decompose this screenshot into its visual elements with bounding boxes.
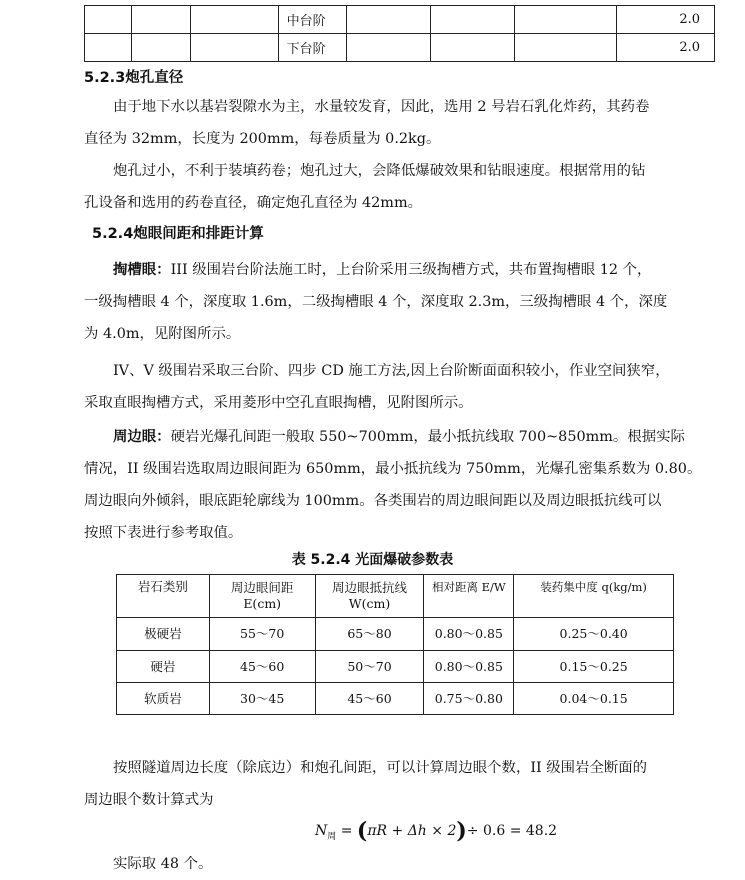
- paragraph-line: 为 4.0m，见附图所示。: [84, 326, 241, 342]
- cell: 0.75～0.80: [424, 683, 514, 715]
- continuation-table: [84, 5, 715, 62]
- cell: 极硬岩: [117, 618, 210, 651]
- paragraph-line: 孔设备和选用的药卷直径，确定炮孔直径为 42mm。: [84, 195, 422, 211]
- table-header-row: [117, 575, 674, 618]
- table-row: [85, 6, 715, 34]
- perimeter-hole-formula: $N_周 = (\pi R + \Delta h \times 2)\div 0.6 = 48.2$: [315, 818, 558, 844]
- paragraph-line: 周边眼向外倾斜，眼底距轮廓线为 100mm。各类围岩的周边眼间距以及周边眼抵抗线可以: [84, 493, 662, 509]
- paragraph-line: 按照隧道周边长度（除底边）和炮孔间距，可以计算周边眼个数，II 级围岩全断面的: [113, 760, 648, 776]
- paragraph-line: 由于地下水以基岩裂隙水为主，水量较发育，因此，选用 2 号岩石乳化炸药，其药卷: [113, 99, 650, 115]
- paragraph-line: 炮孔过小，不利于装填药卷；炮孔过大，会降低爆破效果和钻眼速度。根据常用的钻: [113, 163, 646, 179]
- cut-hole-label: 掏槽眼：: [113, 262, 171, 278]
- cell: 45～60: [315, 683, 424, 715]
- cell: 65～80: [315, 618, 424, 651]
- cell: 30～45: [209, 683, 315, 715]
- table-caption: 表 5.2.4 光面爆破参数表: [291, 552, 454, 568]
- header-spacing: 周边眼间距 E(cm): [209, 575, 315, 618]
- paragraph-line: [84, 254, 714, 286]
- cell: 硬岩: [117, 651, 210, 683]
- header-charge: 装药集中度 q(kg/m): [514, 575, 674, 618]
- cell: 45～60: [209, 651, 315, 683]
- section-heading-524: 5.2.4炮眼间距和排距计算: [92, 226, 264, 242]
- cell: 55～70: [209, 618, 315, 651]
- header-rock-type: 岩石类别: [117, 575, 210, 618]
- paragraph-line: 按照下表进行参考取值。: [84, 525, 243, 541]
- cell: 0.25～0.40: [514, 618, 674, 651]
- smooth-blasting-table: [116, 574, 674, 715]
- paragraph-line: [84, 421, 714, 453]
- header-burden: 周边眼抵抗线 W(cm): [315, 575, 424, 618]
- paragraph-line: IV、V 级围岩采取三台阶、四步 CD 施工方法,因上台阶断面面积较小，作业空间狭窄，: [113, 363, 670, 379]
- row-label: 下台阶: [278, 34, 346, 62]
- table-row: [117, 651, 674, 683]
- table-row: [85, 34, 715, 62]
- paragraph-line: 周边眼个数计算式为: [84, 792, 214, 808]
- peripheral-hole-label: 周边眼：: [113, 429, 171, 445]
- table-row: [117, 618, 674, 651]
- peripheral-hole-text: 硬岩光爆孔间距一般取 550~700mm，最小抵抗线取 700~850mm。根据实际: [170, 429, 685, 445]
- row-label: 中台阶: [278, 6, 346, 34]
- section-heading-523: 5.2.3炮孔直径: [84, 70, 184, 86]
- cell: 0.80～0.85: [424, 618, 514, 651]
- cell: 50～70: [315, 651, 424, 683]
- paragraph-line: 一级掏槽眼 4 个，深度取 1.6m，二级掏槽眼 4 个，深度取 2.3m，三级掏槽眼 4 个，深度: [84, 294, 668, 310]
- cell: 0.80～0.85: [424, 651, 514, 683]
- paragraph-line: 采取直眼掏槽方式，采用菱形中空孔直眼掏槽，见附图所示。: [84, 395, 473, 411]
- row-value: 2.0: [617, 34, 715, 62]
- cell: 0.15～0.25: [514, 651, 674, 683]
- cell: 软质岩: [117, 683, 210, 715]
- table-row: [117, 683, 674, 715]
- paragraph-line: 情况，II 级围岩选取周边眼间距为 650mm，最小抵抗线为 750mm，光爆孔密集系数为 0.80。: [84, 461, 702, 477]
- header-ratio: 相对距离 E/W: [424, 575, 514, 618]
- cut-hole-text: III 级围岩台阶法施工时，上台阶采用三级掏槽方式，共布置掏槽眼 12 个，: [170, 262, 652, 278]
- row-value: 2.0: [617, 6, 715, 34]
- cell: 0.04～0.15: [514, 683, 674, 715]
- paragraph-line: 直径为 32mm，长度为 200mm，每卷质量为 0.2kg。: [84, 131, 441, 147]
- paragraph-line: 实际取 48 个。: [113, 856, 213, 872]
